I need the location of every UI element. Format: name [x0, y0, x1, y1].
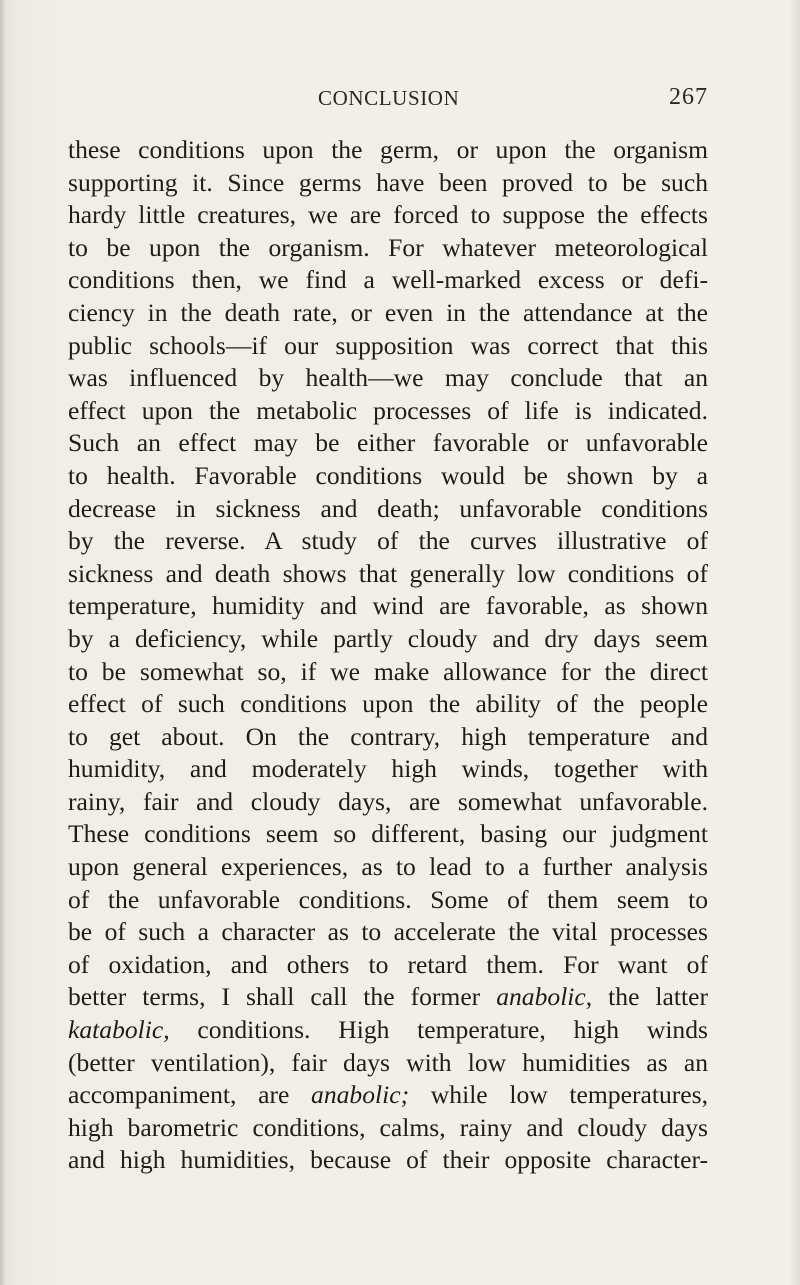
- text-line: katabolic, conditions. High temperature, high winds: [68, 1015, 708, 1045]
- text-line: rainy, fair and cloudy days, are somewhat unfavorable.: [68, 786, 708, 816]
- text-line: effect of such conditions upon the ability of the people: [68, 689, 708, 719]
- text-line: high barometric conditions, calms, rainy and cloudy days: [68, 1112, 708, 1142]
- text-line: and high humidities, because of their opposite character-: [68, 1145, 708, 1175]
- text-line: these conditions upon the germ, or upon the organism: [68, 135, 708, 164]
- text-line: decrease in sickness and death; unfavorable conditions: [68, 493, 708, 523]
- text-line: public schools—if our supposition was correct that this: [68, 330, 708, 360]
- italic-term: katabolic,: [68, 1015, 170, 1045]
- text-line: by the reverse. A study of the curves illustrative of: [68, 526, 708, 556]
- text-line: Such an effect may be either favorable or unfavorable: [68, 428, 708, 458]
- text-line: by a deficiency, while partly cloudy and dry days seem: [68, 623, 708, 653]
- text-line: upon general experiences, as to lead to a further analysis: [68, 852, 708, 882]
- body-paragraph: [68, 134, 708, 1177]
- text-line: These conditions seem so different, basing our judgment: [68, 819, 708, 849]
- text-line: conditions then, we find a well-marked excess or defi-: [68, 265, 708, 295]
- page-gutter-shadow: [0, 0, 6, 1285]
- text-line: accompaniment, are anabolic; while low temperatures,: [68, 1080, 708, 1110]
- page-edge-shadow: [790, 0, 800, 1285]
- text-line: temperature, humidity and wind are favorable, as shown: [68, 591, 708, 621]
- text-line: to get about. On the contrary, high temperature and: [68, 721, 708, 751]
- text-line: was influenced by health—we may conclude that an: [68, 363, 708, 393]
- italic-term: anabolic,: [496, 982, 593, 1012]
- text-line: effect upon the metabolic processes of life is indicated.: [68, 395, 708, 425]
- text-line: hardy little creatures, we are forced to suppose the effects: [68, 200, 708, 230]
- text-line: sickness and death shows that generally low conditions of: [68, 558, 708, 588]
- text-line: to health. Favorable conditions would be shown by a: [68, 460, 708, 490]
- text-line: be of such a character as to accelerate the vital processes: [68, 917, 708, 947]
- page-number: 267: [669, 84, 708, 110]
- italic-term: anabolic;: [311, 1080, 410, 1110]
- text-line: (better ventilation), fair days with low humidities as an: [68, 1047, 708, 1077]
- text-line: better terms, I shall call the former anabolic, the latter: [68, 982, 709, 1012]
- text-line: of the unfavorable conditions. Some of them seem to: [68, 884, 708, 914]
- text-line: to be upon the organism. For whatever meteorological: [68, 232, 708, 262]
- text-line: to be somewhat so, if we make allowance for the direct: [68, 656, 708, 686]
- text-line: of oxidation, and others to retard them. For want of: [68, 949, 708, 979]
- running-head: [68, 86, 708, 116]
- running-head-title: CONCLUSION: [318, 86, 460, 110]
- text-line: ciency in the death rate, or even in the attendance at the: [68, 297, 708, 327]
- text-line: humidity, and moderately high winds, together with: [68, 754, 708, 784]
- text-line: supporting it. Since germs have been proved to be such: [68, 167, 708, 197]
